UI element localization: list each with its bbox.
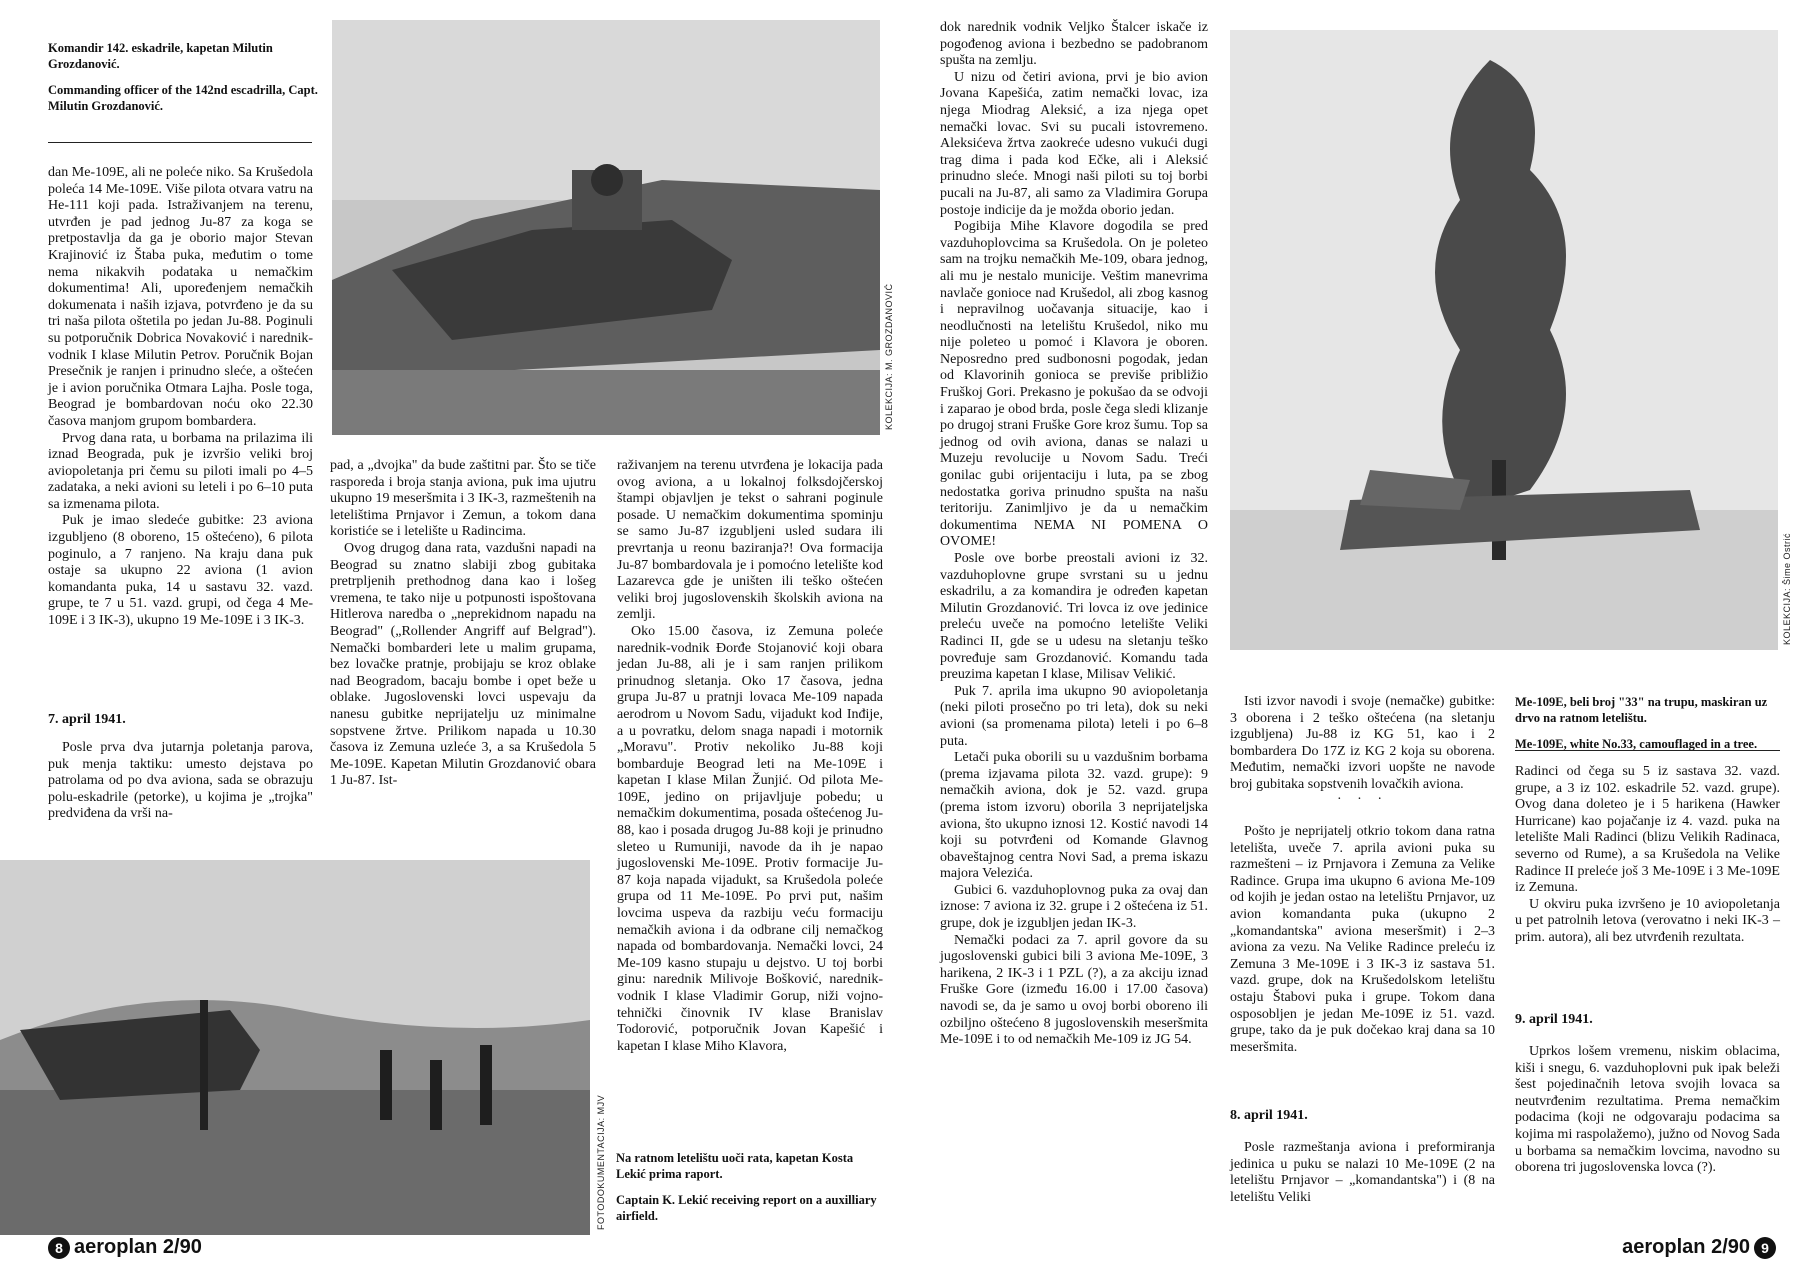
right-col1-para: Pogibija Mihe Klavore dogodila se pred vazduhoplovcima sa Krušedola. On je poleteo sam na trojku nemačkih Me-109, obara jednog, ali mu je nestalo municije. Veštim manevrima navlače gonioce nad Krušedol, ali zbog kasnog i nepravilnog uočavanja situacije, kao i neodlučnosti na letelištu Krušedol, niko mu nije poleteo u pomoć i Klavora je oboren. Neposredno pred sudbonosni pogodak, jedan od Klavorinih gonioca se previše približio Fruškoj Gori. Prekasno je pokušao da se odvoji i zaparao je obod brda, posle čega sledi klizanje po drugoj strani Fruške Gore kroz šumu. Top sa jednog od ovih aviona, danas se nalazi u Muzeju revolucije u Novom Sadu. Treći gonilac gubi orijentaciju i luta, pa se zbog nedostatka goriva prinudno spušta na našu teritoriju. Zanimljivo je da u nemačkim dokumentima NEMA NI POMENA O OVOME! bbox=[940, 219, 1208, 550]
photo-airfield-report-image bbox=[0, 860, 590, 1235]
caption-bottom-sr: Na ratnom letelištu uoči rata, kapetan Kosta Lekić prima raport. bbox=[616, 1151, 854, 1181]
caption-right bbox=[1515, 694, 1785, 762]
caption-bottom-en: Captain K. Lekić receiving report on a auxilliary airfield. bbox=[616, 1193, 877, 1223]
right-col1-para: Gubici 6. vazduhoplovnog puka za ovaj dan iznose: 7 aviona iz 32. grupe i 2 oštećena iz 51. grupe, dok je izgubljen jedan IK-3. bbox=[940, 882, 1208, 932]
right-column-1 bbox=[940, 20, 1208, 1049]
right-column-2 bbox=[1230, 694, 1495, 794]
right-col3-para1: Radinci od čega su 5 iz sastava 32. vazd. grupe, a 3 iz 102. eskadrile 52. vazd. grupe). Ovog dana doleteo je i 5 harikena (Hawker Hurricane) kao pojačanje iz 4. vazd. puka na letelište Mali Radinci (blizu Velikih Radinaca, severno od Rume), a sa Krušedola na Velike Radince II preleće još 3 Me-109E i 3 Me-109E iz Zemuna. bbox=[1515, 764, 1780, 896]
caption-right-en: Me-109E, white No.33, camouflaged in a tree. bbox=[1515, 737, 1758, 751]
caption-right-sr: Me-109E, beli broj "33" na trupu, maskiran uz drvo na ratnom letelištu. bbox=[1515, 695, 1768, 725]
photo-camouflaged-plane-image bbox=[1230, 30, 1778, 650]
left-col1-para: dan Me-109E, ali ne poleće niko. Sa Krušedola poleća 14 Me-109E. Više pilota otvara vatru na He-111 koji pada. Istraživanjem na terenu, utvrđen je pad jednog Ju-87 za koga se pretpostavlja da ga je oborio major Stevan Krajinović iz Štaba puka, međutim o tome nema nikakvih podataka u nemačkim dokumentima! Ali, upoređenjem nemačkih dokumenata i naših izjava, potvrđeno je da su tri naša pilota oštetila po jedan Ju-88. Poginuli su potporučnik Dobrica Novaković i narednik-vodnik I klase Milutin Petrov. Poručnik Bojan Presečnik je ranjen i prinudno sleće, a oštećen je i avion poručnika Otmara Lajha. Posle toga, Beograd je bombardovan noću oko 22.30 časova manjom grupom bombardera. bbox=[48, 165, 313, 429]
right-col1-para: Puk 7. aprila ima ukupno 90 aviopoletanja (neki piloti prosečno po tri leta), dok su neki avioni (sa promenama pilota) leteli i po 6–8 puta. bbox=[940, 683, 1208, 749]
left-col1-para: Puk je imao sledeće gubitke: 23 aviona izgubljeno (8 oboreno, 15 oštećeno), 6 pilota poginulo, a 7 ranjeno. Na kraju dana puk ostaje sa ukupno 22 aviona (1 avion komandanta puka, 14 u sastavu 32. vazd. grupe, te 7 u 51. vazd. grupi, od čega 4 Me-109E i 3 IK-3), ukupno 19 Me-109E i 3 IK-3. bbox=[48, 513, 313, 629]
right-col1-para: Posle ove borbe preostali avioni iz 32. vazduhoplovne grupe svrstani su u jednu eskadrilu, a za komandira je određen kapetan Milutin Grozdanović. Tri lovca iz ove jedinice preleću uveče na pomoćno letelište Veliki Radinci II, gde se u udesu na sletanju teško povređuje sam Grozdanović. Komandu tada preuzima kapetan I klase, Milisav Velikić. bbox=[940, 551, 1208, 683]
page-number-left: 8 bbox=[48, 1237, 70, 1259]
right-column-2-end bbox=[1230, 1140, 1495, 1206]
footer-left bbox=[44, 1236, 202, 1259]
left-col3-para: Oko 15.00 časova, iz Zemuna poleće narednik-vodnik Đorđe Stojanović koji obara jedan Ju-88, ali je i sam ranjen prilikom prinudnog sletanja. Oko 17 časova, jedna grupa Ju-87 u pratnji lovaca Me-109 napada aerodrom u Novom Sadu, vijadukt kod Inđije, a u povratku, delom snaga napadi i motornik „Moravu". Protiv nekoliko Ju-88 koji bombarduje Beograd leti na Me-109E i kapetan I klase Milan Žunjić. Od pilota Me-109E, jedino on prijavljuje pobedu; u nemačkim dokumentima, posada oštećenog Ju-88, kao i posada drugog Ju-88 koji je prinudno sleteo u Rumuniji, navode da ih je napao jugoslovenski Me-109E. Protiv formacije Ju-87 koja napada vijadukt, sa Krušedola poleće grupa od 11 Me-109E. Po prvi put, našim lovcima uspeva da razbiju veću formaciju nemačkih aviona i da odbrane cilj nemačkog napada od bombardovanja. Nemački lovci, 24 Me-109 kasno stupaju u dejstvo. U toj borbi ginu: narednik Milivoje Bošković, narednik-vodnik I klase Vladimir Gorup, niži vojno-tehnički činovnik IV klase Branislav Todorović, potporučnik Jovan Kapešić i kapetan I klase Miho Klavora, bbox=[617, 623, 883, 1054]
left-col3-para: raživanjem na terenu utvrđena je lokacija pada ovog aviona, a u lokalnoj folksdojčerskoj štampi objavljen je tekst o sahrani poginule posade. U nemačkim dokumentima spominju se samo Ju-87 izgubljeni usled sudara ili prevrtanja u reonu baziranja?! Ova formacija Ju-87 bombardovala je i pomoćno letelište kod Lazarevca gde je uništen ili teško oštećen veliki broj jugoslovenskih školskih aviona na zemlji. bbox=[617, 458, 883, 623]
caption-bottom bbox=[616, 1150, 886, 1234]
left-column-2 bbox=[330, 458, 596, 790]
right-column-2-continued bbox=[1230, 824, 1495, 1056]
right-column-3-end bbox=[1515, 1044, 1780, 1177]
photo1-credit: KOLEKCIJA: M. GROZDANOVIĆ bbox=[884, 283, 894, 430]
footer-right bbox=[1622, 1236, 1780, 1259]
left-column-1-continued bbox=[48, 740, 313, 823]
right-col1-para: U nizu od četiri aviona, prvi je bio avion Jovana Kapešića, zatim nemački lovac, iza njega Miodrag Aleksić, a iza njega opet nemački lovac. Svi su pucali istovremeno. Aleksićeva žrtva zaokreće udesno vukući dugi trag dima i pada kod Ečke, ali i Aleksić prinudno sleće. Mnogi naši piloti su toj borbi pucali na Ju-87, ali samo za Vladimira Gorupa postoje indicije da je možda oborio jedan. bbox=[940, 69, 1208, 218]
caption-top-en: Commanding officer of the 142nd escadrilla, Capt. Milutin Grozdanović. bbox=[48, 83, 318, 113]
right-col1-para: dok narednik vodnik Veljko Štalcer iskače iz pogođenog aviona i bezbedno se padobranom spušta na zemlju. bbox=[940, 20, 1208, 69]
right-col1-para: Letači puka oborili su u vazdušnim borbama (prema izjavama pilota 32. vazd. grupe): 9 nemačkih aviona, dok je 52. vazd. grupa (prema istom izvoru) oborila 3 neprijateljska aviona, što ukupno iznosi 12. Kostić navodi 14 koji su potvrđeni od Komande Glavnog obaveštajnog centra Novi Sad, a prema iskazu majora Velezića. bbox=[940, 750, 1208, 882]
left-col1-para: Prvog dana rata, u borbama na prilazima ili iznad Beograda, puk je izvršio veliki broj aviopoletanja pri čemu su piloti imali po 4–5 zadataka, a neki avioni su leteli i po 6–10 puta sa izmenama pilota. bbox=[48, 430, 313, 512]
magazine-name-left: aeroplan 2/90 bbox=[74, 1236, 202, 1258]
photo3-credit: KOLEKCIJA: Šime Ostrić bbox=[1782, 532, 1792, 645]
magazine-name-right: aeroplan 2/90 bbox=[1622, 1236, 1750, 1258]
photo-airfield-report bbox=[0, 860, 590, 1235]
heading-9-april: 9. april 1941. bbox=[1515, 1012, 1593, 1027]
photo2-credit: FOTODOKUMENTACIJA: MJV bbox=[596, 1094, 606, 1230]
left-column-1 bbox=[48, 165, 313, 630]
page-number-right: 9 bbox=[1754, 1237, 1776, 1259]
photo-pilot-cockpit-image bbox=[332, 20, 880, 435]
heading-7-april: 7. april 1941. bbox=[48, 712, 126, 727]
photo-camouflaged-plane bbox=[1230, 30, 1778, 650]
caption-right-divider bbox=[1515, 750, 1780, 751]
right-col1-para: Nemački podaci za 7. april govore da su jugoslovenski gubici bili 3 aviona Me-109E, 3 harikena, 2 IK-3 i 1 PZL (?), a za akciju iznad Fruške Gore (između 16.00 i 17.00 časova) navodi se, da je samo u ovoj borbi oboreno ili ozbiljno oštećeno 8 jugoslovenskih meseršmita Me-109E i to od nemačkih Me-109 iz JG 54. bbox=[940, 932, 1208, 1048]
left-col2-para: Ovog drugog dana rata, vazdušni napadi na Beograd su znatno slabiji zbog gubitaka pretrpljenih prethodnog dana kao i lošeg vremena, te tako nije u potpunosti ispoštovana Hitlerova naredba o „neprekidnom napadu na Beograd" („Rollender Angriff auf Belgrad"). Nemački bombarderi lete u malim grupama, bez lovačke pratnje, probijaju se kroz oblake nad Beogradom, bacaju bombe i opet beže u oblake. Jugoslovenski lovci uspevaju da nanesu gubitke neprijatelju uz minimalne sopstvene žrtve. Prilikom napada u 10.30 časova iz Zemuna uzleće 3, a sa Krušedola 5 Me-109E. Kapetan Milutin Grozdanović obara 1 Ju-87. Ist- bbox=[330, 540, 596, 789]
right-col3-para3: Uprkos lošem vremenu, niskim oblacima, kiši i snegu, 6. vazduhoplovni puk ipak beleži šest pojedinačnih letova svojih lovaca sa neutvrđenim rezultatima. Prema nemačkim podacima (koji ne odgovaraju podacima sa kojima mi raspolažemo), južno od Novog Sada u borbama sa nemačkim lovcima, navodno su oborena tri jugoslovenska lovca (?). bbox=[1515, 1044, 1780, 1176]
right-col3-para2: U okviru puka izvršeno je 10 aviopoletanja u pet patrolnih letova (verovatno i neki IK-3 – prim. autora), ali bez utvrđenih rezultata. bbox=[1515, 896, 1780, 945]
left-column-3 bbox=[617, 458, 883, 1055]
caption-top-sr: Komandir 142. eskadrile, kapetan Milutin Grozdanović. bbox=[48, 41, 273, 71]
right-col2-para3: Posle razmeštanja aviona i preformiranja jedinica u puku se nalazi 10 Me-109E (2 na letelištu Prnjavor – „komandantska") i (8 na letelištu Veliki bbox=[1230, 1140, 1495, 1205]
right-column-3 bbox=[1515, 764, 1780, 947]
left-col2-para: pad, a „dvojka" da bude zaštitni par. Što se tiče rasporeda i broja stanja aviona, puk ima ujutru ukupno 19 meseršmita i 3 IK-3, razmeštenih na letelištima Prnjavor i Zemun, a tokom dana koristiće se i letelište u Radincima. bbox=[330, 458, 596, 540]
heading-8-april: 8. april 1941. bbox=[1230, 1108, 1308, 1123]
caption-top bbox=[48, 40, 318, 124]
photo-pilot-cockpit bbox=[332, 20, 880, 435]
section-divider-dots: · · · bbox=[1337, 792, 1388, 807]
left-col1-after-heading: Posle prva dva jutarnja poletanja parova, puk menja taktiku: umesto dejstava po patrolama od po dva aviona, sada se obrazuju polu-eskadrile (petorke), u kojima je „trojka" predviđena da vrši na- bbox=[48, 740, 313, 822]
right-col2-para1: Isti izvor navodi i svoje (nemačke) gubitke: 3 oborena i 2 teško oštećena (na sletanju izgubljena) Ju-88 iz KG 51, kao i 2 bombardera Do 17Z iz KG 2 koja su oborena. Međutim, nemački izvori uopšte ne navode broj gubitaka sopstvenih lovačkih aviona. bbox=[1230, 694, 1495, 792]
caption-divider bbox=[48, 142, 312, 143]
right-col2-para2: Pošto je neprijatelj otkrio tokom dana ratna letelišta, uveče 7. aprila avioni puka su razmešteni – iz Prnjavora i Zemuna za Velike Radince. Grupa ima ukupno 6 aviona Me-109 od kojih je jedan ostao na letelištu Prnjavor, uz avion komandanta puka (ukupno 2 „komandantska" aviona meseršmit) i 2–3 aviona za vezu. Na Velike Radince preleću iz Zemuna 3 Me-109E i 3 IK-3 iz sastava 51. vazd. grupe, dok na Krušedolskom letelištu ostaju Štabovi puka i grupe. Tokom dana osposobljen je jedan Me-109E iz 51. vazd. grupe, tako da je puk dočekao kraj dana sa 10 meseršmita. bbox=[1230, 824, 1495, 1055]
